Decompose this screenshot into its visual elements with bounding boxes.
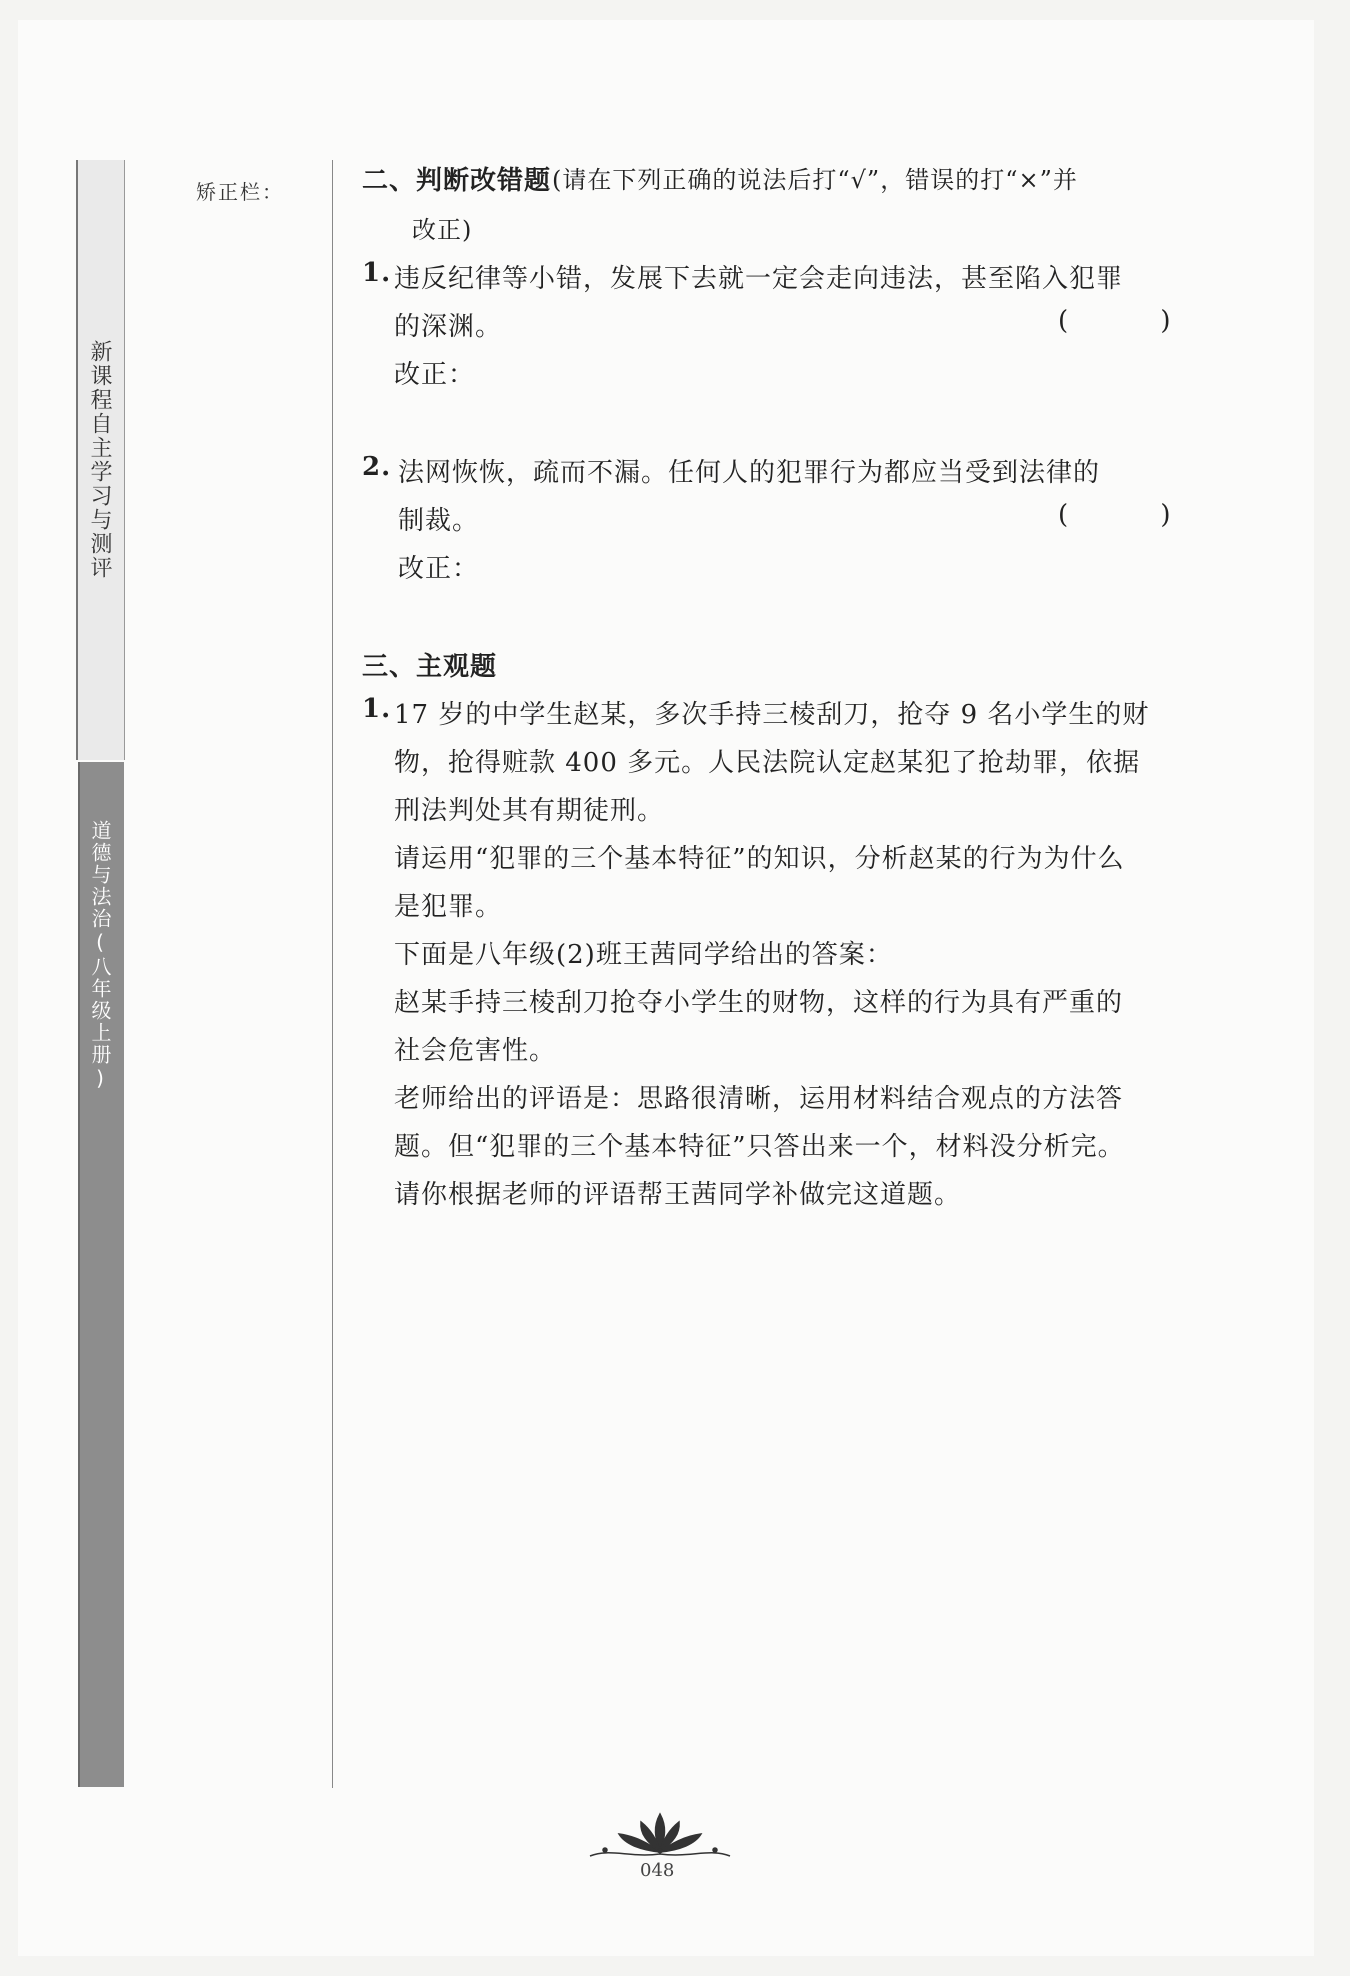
item-text-cont: 制裁。 bbox=[398, 506, 480, 536]
student-answer-line: 社会危害性。 bbox=[394, 1036, 557, 1066]
answer-blank[interactable]: ( ) bbox=[1058, 500, 1213, 530]
question-line: 物，抢得赃款 400 多元。人民法院认定赵某犯了抢劫罪，依据 bbox=[394, 748, 1141, 778]
teacher-comment-line: 题。但“犯罪的三个基本特征”只答出来一个，材料没分析完。 bbox=[394, 1132, 1125, 1162]
section2-instruction-cont: 改正) bbox=[412, 216, 473, 244]
student-answer-line: 赵某手持三棱刮刀抢夺小学生的财物，这样的行为具有严重的 bbox=[394, 988, 1124, 1018]
correction-column-divider bbox=[332, 160, 333, 1788]
correction-label: 矫正栏： bbox=[196, 180, 284, 204]
teacher-comment-line: 老师给出的评语是：思路很清晰，运用材料结合观点的方法答 bbox=[394, 1084, 1124, 1114]
item-number: 2. bbox=[362, 452, 392, 482]
section2-heading: 二、判断改错题 bbox=[362, 166, 552, 196]
series-title: 新课程自主学习与测评 bbox=[87, 340, 112, 580]
subject-title: 道德与法治(八年级上册) bbox=[88, 820, 112, 1092]
correction-prompt: 改正： bbox=[394, 360, 476, 390]
page-number: 048 bbox=[640, 1860, 675, 1881]
question-line: 刑法判处其有期徒刑。 bbox=[394, 796, 665, 826]
question-line: 下面是八年级(2)班王茜同学给出的答案： bbox=[394, 940, 893, 970]
item-number: 1. bbox=[362, 258, 392, 288]
section2-instruction: (请在下列正确的说法后打“√”，错误的打“×”并 bbox=[552, 166, 1078, 194]
question-line: 17 岁的中学生赵某，多次手持三棱刮刀，抢夺 9 名小学生的财 bbox=[394, 700, 1150, 730]
item-text-cont: 的深渊。 bbox=[394, 312, 503, 342]
question-line: 请运用“犯罪的三个基本特征”的知识，分析赵某的行为为什么 bbox=[394, 844, 1125, 874]
question-line: 是犯罪。 bbox=[394, 892, 503, 922]
answer-blank[interactable]: ( ) bbox=[1058, 306, 1213, 336]
section3-heading: 三、主观题 bbox=[362, 652, 498, 682]
item-text: 违反纪律等小错，发展下去就一定会走向违法，甚至陷入犯罪 bbox=[394, 264, 1124, 294]
item-number: 1. bbox=[362, 694, 392, 724]
item-text: 法网恢恢，疏而不漏。任何人的犯罪行为都应当受到法律的 bbox=[398, 458, 1101, 488]
question-line: 请你根据老师的评语帮王茜同学补做完这道题。 bbox=[394, 1180, 962, 1210]
correction-prompt: 改正： bbox=[398, 554, 480, 584]
floral-ornament-icon bbox=[585, 1812, 735, 1862]
